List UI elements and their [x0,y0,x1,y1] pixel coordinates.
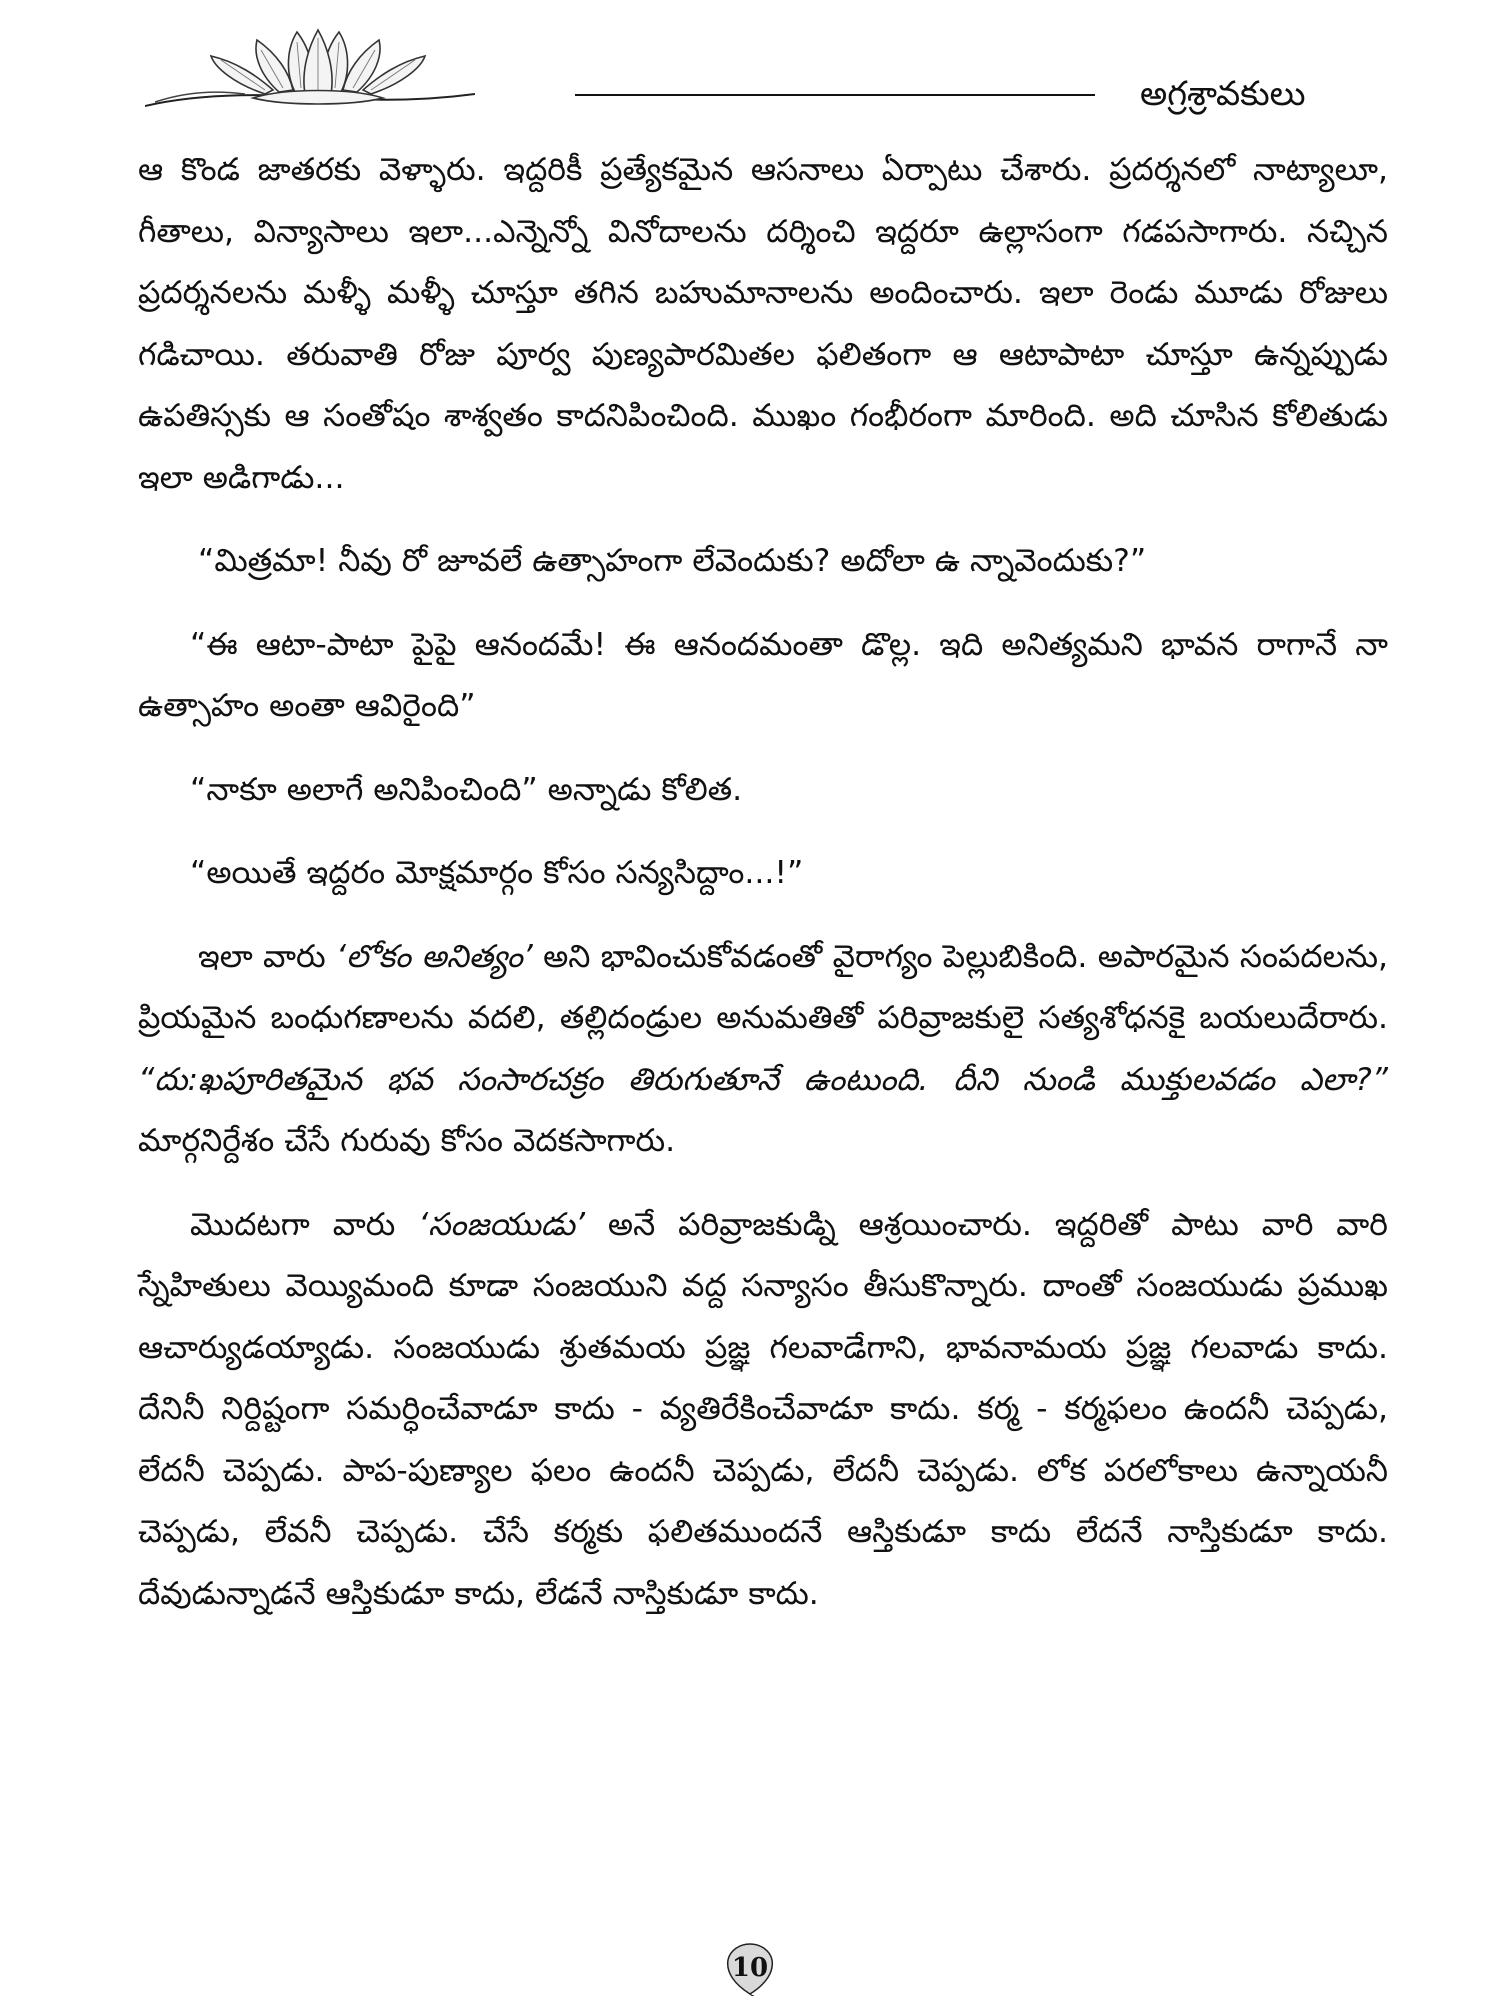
paragraph-5: “అయితే ఇద్దరం మోక్షమార్గం కోసం సన్యసిద్దాం...!” [190,855,804,891]
paragraph-7-text-a: మొదటగా వారు [190,1206,419,1243]
paragraph-2: “మిత్రమా! నీవు రో జూవలే ఉత్సాహంగా లేవెందుకు? అదోలా ఉ న్నావెందుకు?” [198,543,1147,579]
body-text [138,140,1388,1625]
paragraph-7 [138,1195,1388,1626]
paragraph-6-italic-phrase: ‘లోకం అనిత్యం’ [336,938,533,975]
paragraph-7-text-b: అనే పరివ్రాజకుడ్ని ఆశ్రయించారు. ఇద్దరితో పాటు వారి వారి స్నేహితులు వెయ్యిమంది కూడా సంజయుని వద్ద సన్యాసం తీసుకొన్నారు. దాంతో సంజయుడు ప్రముఖ ఆచార్యుడయ్యాడు. సంజయుడు శ్రుతమయ ప్రజ్ఞ గలవాడేగాని, భావనామయ ప్రజ్ఞ గలవాడు కాదు. దేనినీ నిర్దిష్టంగా సమర్ధించేవాడూ కాదు - వ్యతిరేకించేవాడూ కాదు. కర్మ - కర్మఫలం ఉందనీ చెప్పడు, లేదనీ చెప్పడు. పాప-పుణ్యాల ఫలం ఉందనీ చెప్పడు, లేదనీ చెప్పడు. లోక పరలోకాలు ఉన్నాయనీ చెప్పడు, లేవనీ చెప్పడు. చేసే కర్మకు ఫలితముందనే ఆస్తికుడూ కాదు లేదనే నాస్తికుడూ కాదు. దేవుడున్నాడనే ఆస్తికుడూ కాదు, లేడనే నాస్తికుడూ కాదు. [138,1206,1388,1612]
page-number: 10 [731,1953,769,1983]
paragraph-6-italic-quote: “దు:ఖపూరితమైన భవ సంసారచక్రం తిరుగుతూనే ఉంటుంది. దీని నుండి ముక్తులవడం ఎలా?” [138,1061,1388,1098]
paragraph-4: “నాకూ అలాగే అనిపించింది” అన్నాడు కోలిత. [190,771,743,808]
lotus-icon [145,28,475,118]
header-rule [575,94,1095,96]
running-title: అగ్రశ్రావకులు [1140,74,1306,114]
page-number-badge [724,1942,776,1996]
paragraph-1: ఆ కొండ జాతరకు వెళ్ళారు. ఇద్దరికీ ప్రత్యేకమైన ఆసనాలు ఏర్పాటు చేశారు. ప్రదర్శనలో నాట్యాలూ, గీతాలు, విన్యాసాలు ఇలా...ఎన్నెన్నో వినోదాలను దర్శించి ఇద్దరూ ఉల్లాసంగా గడపసాగారు. నచ్చిన ప్రదర్శనలను మళ్ళీ మళ్ళీ చూస్తూ తగిన బహుమానాలను అందించారు. ఇలా రెండు మూడు రోజులు గడిచాయి. తరువాతి రోజు పూర్వ పుణ్యపారమితల ఫలితంగా ఆ ఆటాపాటా చూస్తూ ఉన్నప్పుడు ఉపతిస్సకు ఆ సంతోషం శాశ్వతం కాదనిపించింది. ముఖం గంభీరంగా మారింది. అది చూసిన కోలితుడు ఇలా అడిగాడు... [138,152,1388,496]
paragraph-7-italic-phrase: ‘సంజయుడు’ [418,1206,585,1243]
paragraph-6 [138,927,1388,1173]
paragraph-6-text-b: అని భావించుకోవడంతో వైరాగ్యం పెల్లుబికింది. అపారమైన సంపదలను, ప్రియమైన బంధుగణాలను వదలి, తల్లిదండ్రుల అనుమతితో పరివ్రాజకులై సత్యశోధనకై బయలుదేరారు. [138,938,1388,1036]
paragraph-6-text-c: మార్గనిర్దేశం చేసే గురువు కోసం వెదకసాగారు. [138,1123,676,1159]
paragraph-6-text-a: ఇలా వారు [198,938,336,975]
paragraph-3: “ఈ ఆటా-పాటా పైపై ఆనందమే! ఈ ఆనందమంతా డొల్ల. ఇది అనిత్యమని భావన రాగానే నా ఉత్సాహం అంతా ఆవిరైంది” [138,626,1388,724]
